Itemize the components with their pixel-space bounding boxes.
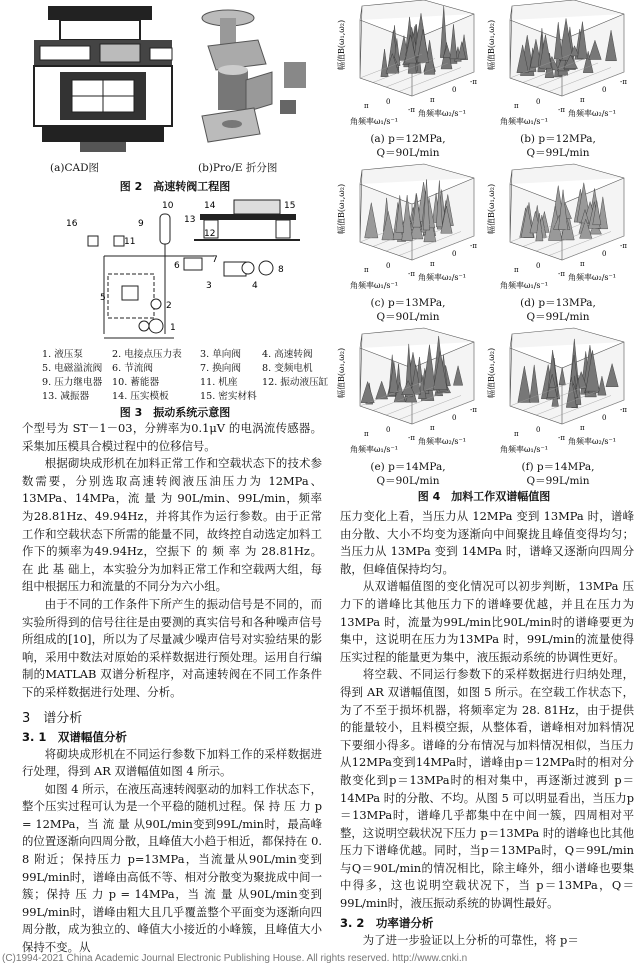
panel-caption (484, 132, 632, 160)
panel-caption (484, 460, 632, 488)
paragraph: 为了进一步验证以上分析的可靠性，将 p＝ (362, 932, 579, 947)
tick-label: π (364, 102, 369, 110)
tick-label: π (364, 430, 369, 438)
legend-item: 1. 液压泵 (42, 349, 83, 360)
tick-label: π (514, 430, 519, 438)
surface-3d (334, 328, 482, 456)
bispectrum-plot-d (484, 164, 632, 324)
fig3-num-14: 14 (204, 201, 216, 211)
x-axis-label: 角频率ω₁/s⁻¹ (350, 117, 398, 126)
panel-caption-line2: Q＝99L/min (526, 147, 590, 159)
tick-label: -π (470, 78, 477, 86)
tick-label: π (514, 102, 519, 110)
panel-caption-line1: (b) p＝12MPa, (520, 133, 596, 145)
tick-label: 0 (536, 98, 541, 106)
paragraph: 个型号为 ST－1－03，分辨率为0.1μV 的电涡流传感器。采集加压模具合模过程中的位移信号。 (22, 421, 322, 453)
fig3-num-5: 5 (100, 293, 106, 303)
surface-3d (484, 0, 632, 128)
z-axis-label: 幅值B(ω₁,ω₂) (487, 347, 496, 398)
bispectrum-plot-e (334, 328, 482, 488)
tick-label: -π (620, 406, 627, 414)
fig4-title: 图 4 加料工作双谱幅值图 (417, 490, 551, 503)
legend-item: 9. 压力继电器 (42, 377, 103, 388)
tick-label: 0 (386, 426, 391, 434)
bispectrum-plot-b (484, 0, 632, 160)
panel-caption-line2: Q＝90L/min (376, 147, 440, 159)
legend-item: 3. 单向阀 (200, 349, 241, 360)
right-column (340, 508, 634, 949)
tick-label: -π (558, 270, 565, 278)
figure-2 (30, 4, 320, 194)
legend-row (42, 390, 332, 404)
tick-label: -π (408, 106, 415, 114)
fig3-num-13: 13 (184, 215, 196, 225)
legend-item: 14. 压实模板 (112, 391, 169, 402)
fig3-title: 图 3 振动系统示意图 (119, 406, 231, 419)
legend-item: 11. 机座 (200, 377, 238, 388)
fig3-num-16: 16 (66, 219, 78, 229)
paragraph: 根据砌块成形机在加料正常工作和空载状态下的技术参数需要，分别选取高速转阀液压油压力为 12MPa、13MPa、14MPa，流 量 为 90L/min、99L/min，频率为28.81Hz、49.94Hz，并将其作为运行参数。由于正常工作和空载状态下所需的能量不同，故终控自动选定加料工作下的频率为49.94Hz，空振下 的 频 率 为 28.81Hz。 在 此 基 础上，本实验分为加料正常工作和空载两大组，每组中根据压力和流量的不同分为六小组。 (22, 456, 322, 594)
panel-caption-line1: (c) p＝13MPa, (370, 297, 446, 309)
fig3-num-7: 7 (212, 255, 218, 265)
tick-label: 0 (386, 98, 391, 106)
copyright-footer: (C)1994-2021 China Academic Journal Electronic Publishing House. All rights reserved. http://www.cnki.n (2, 953, 468, 964)
y-axis-label: 角频率ω₂/s⁻¹ (568, 437, 616, 446)
tick-label: 0 (536, 262, 541, 270)
surface-3d (334, 164, 482, 292)
legend-item: 2. 电接点压力表 (112, 349, 182, 360)
legend-item: 13. 减振器 (42, 391, 90, 402)
x-axis-label: 角频率ω₁/s⁻¹ (500, 117, 548, 126)
tick-label: 0 (602, 414, 607, 422)
fig3-num-12: 12 (204, 229, 216, 239)
fig3-num-9: 9 (138, 219, 144, 229)
tick-label: π (430, 424, 435, 432)
panel-caption-line1: (a) p＝12MPa, (370, 133, 446, 145)
tick-label: π (364, 266, 369, 274)
y-axis-label: 角频率ω₂/s⁻¹ (568, 273, 616, 282)
tick-label: -π (470, 242, 477, 250)
paragraph: 将空载、不同运行参数下的采样数据进行归纳处理，得到 AR 双谱幅值图，如图 5 所示。在空载工作状态下，为了不至于损坏机器，将频率定为 28. 81Hz，由于提供的能量较小，且料模空振，从整体看，谱峰相对加料情况下要细小得多。谱峰的分布情况与加料情况相似，当压力从12MPa变到14MPa时，谱峰由p＝12MPa时的相对分散变化到p＝13MPa时的相对集中，再逐渐过渡到 p＝14MPa 时的分散、不均。从图 5 可以明显看出，当压力p＝13MPa时，谱峰几乎都集中在中间一簇，四周相对平整，这说明空载状况下压力 p＝13MPa 时的谱峰也比其他压力下谱峰优越。同时，当p＝13MPa时，Q＝99L/min与Q＝90L/min的情况相比，除主峰外，细小谱峰也要集中得多，这也说明空载状况下，当 p＝13MPa，Q＝99L/min时，液压振动系统的协调性最好。 (340, 667, 634, 911)
surface-3d (484, 164, 632, 292)
tick-label: -π (408, 270, 415, 278)
tick-label: 0 (386, 262, 391, 270)
tick-label: π (580, 260, 585, 268)
bispectrum-plot-a (334, 0, 482, 160)
fig2-caption-b: (b)Pro/E 折分图 (198, 162, 278, 174)
subsection-heading-3-2: 3. 2 功率谱分析 (340, 915, 434, 930)
legend-item: 15. 密实材料 (200, 391, 257, 402)
tick-label: π (430, 96, 435, 104)
fig3-num-4: 4 (252, 281, 258, 291)
fig3-num-3: 3 (206, 281, 212, 291)
subsection-heading-3-1: 3. 1 双谱幅值分析 (22, 729, 127, 744)
legend-item: 8. 变频电机 (262, 363, 313, 374)
tick-label: π (580, 96, 585, 104)
x-axis-label: 角频率ω₁/s⁻¹ (500, 445, 548, 454)
x-axis-label: 角频率ω₁/s⁻¹ (500, 281, 548, 290)
fig3-num-6: 6 (174, 261, 180, 271)
tick-label: -π (558, 434, 565, 442)
tick-label: 0 (602, 250, 607, 258)
legend-item: 5. 电磁溢流阀 (42, 363, 103, 374)
x-axis-label: 角频率ω₁/s⁻¹ (350, 281, 398, 290)
panel-caption-line1: (e) p＝14MPa, (370, 461, 446, 473)
z-axis-label: 幅值B(ω₁,ω₂) (337, 19, 346, 70)
fig3-num-11: 11 (124, 237, 136, 247)
panel-caption (484, 296, 632, 324)
legend-row (42, 348, 332, 362)
legend-item: 7. 换向阀 (200, 363, 241, 374)
tick-label: -π (558, 106, 565, 114)
tick-label: -π (620, 242, 627, 250)
z-axis-label: 幅值B(ω₁,ω₂) (337, 183, 346, 234)
tick-label: 0 (452, 250, 457, 258)
legend-item: 4. 高速转阀 (262, 349, 313, 360)
legend-item: 6. 节流阀 (112, 363, 153, 374)
bispectrum-plot-c (334, 164, 482, 324)
panel-caption (334, 460, 482, 488)
tick-label: -π (408, 434, 415, 442)
fig2-caption-a: (a)CAD图 (50, 162, 99, 174)
panel-caption-line2: Q＝90L/min (376, 475, 440, 487)
panel-caption (334, 132, 482, 160)
z-axis-label: 幅值B(ω₁,ω₂) (487, 183, 496, 234)
surface-3d (484, 328, 632, 456)
fig3-num-15: 15 (284, 201, 296, 211)
surface-3d (334, 0, 482, 128)
tick-label: 0 (536, 426, 541, 434)
tick-label: 0 (452, 414, 457, 422)
z-axis-label: 幅值B(ω₁,ω₂) (337, 347, 346, 398)
axes-box (510, 328, 624, 424)
bispectrum-plot-f (484, 328, 632, 488)
section-heading-3: 3 谱分析 (22, 710, 83, 726)
paragraph: 将砌块成形机在不同运行参数下加料工作的采样数据进行处理，得到 AR 双谱幅值如图 4 所示。 (22, 746, 322, 779)
panel-caption (334, 296, 482, 324)
fig3-num-2: 2 (166, 301, 172, 311)
paragraph: 由于不同的工作条件下所产生的振动信号是不同的，而实验所得到的信号往往是由要测的真实信号和各种噪声信号所组成的[10]，所以为了尽量减少噪声信号对实验结果的影响，采用中数法对原始的采样数据进行预处理。运用自行编制的MATLAB 双谱分析程序，对高速转阀在不同工作条件下的采样数据进行处理、分析。 (22, 596, 322, 699)
fig3-num-8: 8 (278, 265, 284, 275)
y-axis-label: 角频率ω₂/s⁻¹ (418, 273, 466, 282)
fig3-num-10: 10 (162, 201, 174, 211)
paragraph: 从双谱幅值图的变化情况可以初步判断，13MPa 压力下的谱峰比其他压力下的谱峰要优越，并且在压力为 13MPa 时，流量为99L/min比90L/min时的谱峰要更为集中，这说明在压力为13MPa 时，99L/min的流量使得压实过程的能量更为集中，液压振动系统的协调性更好。 (340, 579, 634, 664)
y-axis-label: 角频率ω₂/s⁻¹ (568, 109, 616, 118)
left-column (22, 420, 322, 957)
tick-label: π (430, 260, 435, 268)
paragraph: 压力变化上看，当压力从 12MPa 变到 13MPa 时，谱峰由分散、大小不均变为逐渐向中间聚拢且峰值变得均匀；当压力从 13MPa 变到 14MPa 时，谱峰又逐渐向四周分散，但峰值保持均匀。 (340, 509, 634, 576)
paragraph: 如图 4 所示，在液压高速转阀驱动的加料工作状态下，整个压实过程可认为是一个平稳的随机过程。保 持 压 力 p = 12MPa，当 流 量 从90L/min变到99L/min时，最高峰的位置逐渐向四周分散，且峰值大小趋于相近，都保持在 0. 8 附近；保持压力 p=13MPa，当流量从90L/min变到99L/min时，谱峰由高低不等、相对分散变为聚拢成中间一簇；保持 压 力 p = 14MPa，当 流 量 从90L/min变到99L/min时，谱峰由粗大且几乎覆盖整个平面变为逐渐向四周分散，成为独立的、峰值大小接近的小峰簇，且峰值大小保持不变。从 (22, 781, 322, 955)
z-axis-label: 幅值B(ω₁,ω₂) (487, 19, 496, 70)
tick-label: π (514, 266, 519, 274)
panel-caption-line2: Q＝90L/min (376, 311, 440, 323)
fig3-num-1: 1 (170, 323, 176, 333)
tick-label: 0 (452, 86, 457, 94)
figure-4 (334, 0, 634, 506)
tick-label: -π (470, 406, 477, 414)
panel-caption-line1: (f) p＝14MPa, (521, 461, 595, 473)
tick-label: π (580, 424, 585, 432)
fig3-legend (42, 348, 332, 404)
panel-caption-line2: Q＝99L/min (526, 475, 590, 487)
panel-caption-line1: (d) p＝13MPa, (520, 297, 596, 309)
panel-caption-line2: Q＝99L/min (526, 311, 590, 323)
y-axis-label: 角频率ω₂/s⁻¹ (418, 109, 466, 118)
figure-3 (30, 196, 330, 418)
x-axis-label: 角频率ω₁/s⁻¹ (350, 445, 398, 454)
legend-item: 12. 振动液压缸 (262, 377, 329, 388)
legend-row (42, 362, 332, 376)
fig2-title: 图 2 高速转阀工程图 (119, 180, 231, 193)
vibration-system-schematic (64, 196, 294, 344)
proe-exploded-view (188, 4, 318, 154)
legend-row (42, 376, 332, 390)
tick-label: -π (620, 78, 627, 86)
legend-item: 10. 蓄能器 (112, 377, 160, 388)
y-axis-label: 角频率ω₂/s⁻¹ (418, 437, 466, 446)
tick-label: 0 (602, 86, 607, 94)
cad-drawing (30, 4, 180, 154)
